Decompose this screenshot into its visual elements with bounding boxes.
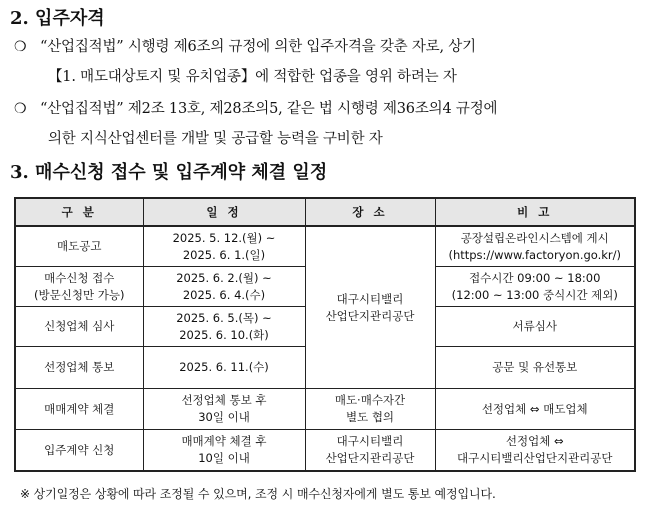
bullet-1-line-1: “산업집적법” 시행령 제6조의 규정에 의한 입주자격을 갖춘 자로, 상기 bbox=[40, 39, 476, 55]
header-category: 구 분 bbox=[15, 198, 143, 226]
cell-remark bbox=[435, 226, 635, 267]
schedule-line: 2025. 6. 1.(일) bbox=[182, 247, 266, 262]
remark-line: (https://www.factoryon.go.kr/) bbox=[448, 247, 622, 262]
cell-remark: 공문 및 유선통보 bbox=[435, 347, 635, 389]
place-line: 매도·매수자간 bbox=[334, 393, 406, 407]
remark-line: 접수시간 09:00 ~ 18:00 bbox=[469, 270, 601, 285]
cell-remark: 서류심사 bbox=[435, 307, 635, 347]
cell-place bbox=[305, 389, 435, 430]
cell-category bbox=[15, 267, 143, 307]
table-row bbox=[15, 389, 635, 430]
section-3-title: 3. 매수신청 접수 및 입주계약 체결 일정 bbox=[10, 162, 328, 183]
cell-schedule bbox=[143, 267, 305, 307]
schedule-line: 2025. 6. 4.(수) bbox=[182, 287, 266, 302]
remark-line: 공장설립온라인시스템에 게시 bbox=[460, 230, 609, 245]
cell-remark bbox=[435, 430, 635, 472]
cell-schedule bbox=[143, 226, 305, 267]
section-2-title: 2. 입주자격 bbox=[10, 8, 105, 29]
schedule-line: 30일 이내 bbox=[198, 410, 250, 424]
schedule-line: 2025. 6. 10.(화) bbox=[179, 327, 269, 342]
cell-schedule bbox=[143, 389, 305, 430]
cell-remark: 선정업체 ⇔ 매도업체 bbox=[435, 389, 635, 430]
schedule-line: 2025. 6. 2.(월) ~ bbox=[176, 270, 272, 285]
bullet-2-line-2: 의한 지식산업센터를 개발 및 공급할 능력을 구비한 자 bbox=[48, 131, 383, 147]
bullet-mark: ❍ bbox=[14, 39, 27, 55]
header-schedule: 일 정 bbox=[143, 198, 305, 226]
bullet-1-line-2: 【1. 매도대상토지 및 유치업종】에 적합한 업종을 영위 하려는 자 bbox=[48, 69, 457, 85]
bullet-2-line-1: “산업집적법” 제2조 13호, 제28조의5, 같은 법 시행령 제36조의4 규정에 bbox=[40, 101, 498, 117]
table-row bbox=[15, 226, 635, 267]
place-line: 산업단지관리공단 bbox=[325, 451, 415, 465]
category-line: (방문신청만 가능) bbox=[34, 287, 125, 302]
place-line: 산업단지관리공단 bbox=[325, 308, 415, 323]
category-line: 매수신청 접수 bbox=[44, 270, 115, 285]
place-line: 대구시티밸리 bbox=[336, 434, 404, 448]
schedule-line: 10일 이내 bbox=[198, 451, 250, 465]
header-place: 장 소 bbox=[305, 198, 435, 226]
table-row bbox=[15, 430, 635, 472]
schedule-line: 선정업체 통보 후 bbox=[181, 393, 267, 407]
place-line: 별도 협의 bbox=[345, 410, 395, 424]
cell-schedule bbox=[143, 307, 305, 347]
cell-place-merged bbox=[305, 226, 435, 389]
remark-line: (12:00 ~ 13:00 중식시간 제외) bbox=[451, 287, 618, 302]
schedule-line: 2025. 6. 5.(목) ~ bbox=[176, 310, 272, 325]
cell-category: 매매계약 체결 bbox=[15, 389, 143, 430]
remark-line: 선정업체 ⇔ bbox=[505, 434, 564, 448]
table-header-row bbox=[15, 198, 635, 226]
cell-schedule bbox=[143, 430, 305, 472]
schedule-table bbox=[14, 197, 636, 472]
cell-category: 매도공고 bbox=[15, 226, 143, 267]
remark-line: 대구시티밸리산업단지관리공단 bbox=[456, 451, 613, 465]
place-line: 대구시티밸리 bbox=[336, 291, 404, 306]
eligibility-bullet-2 bbox=[14, 94, 644, 154]
header-remark: 비 고 bbox=[435, 198, 635, 226]
cell-schedule: 2025. 6. 11.(수) bbox=[143, 347, 305, 389]
schedule-note: ※ 상기일정은 상황에 따라 조정될 수 있으며, 조정 시 매수신청자에게 별도 통보 예정입니다. bbox=[20, 487, 496, 501]
cell-category: 신청업체 심사 bbox=[15, 307, 143, 347]
cell-remark bbox=[435, 267, 635, 307]
schedule-line: 2025. 5. 12.(월) ~ bbox=[172, 230, 276, 245]
schedule-line: 매매계약 체결 후 bbox=[181, 434, 267, 448]
eligibility-bullet-1 bbox=[14, 32, 644, 92]
bullet-mark: ❍ bbox=[14, 101, 27, 117]
cell-category: 선정업체 통보 bbox=[15, 347, 143, 389]
cell-place bbox=[305, 430, 435, 472]
cell-category: 입주계약 신청 bbox=[15, 430, 143, 472]
